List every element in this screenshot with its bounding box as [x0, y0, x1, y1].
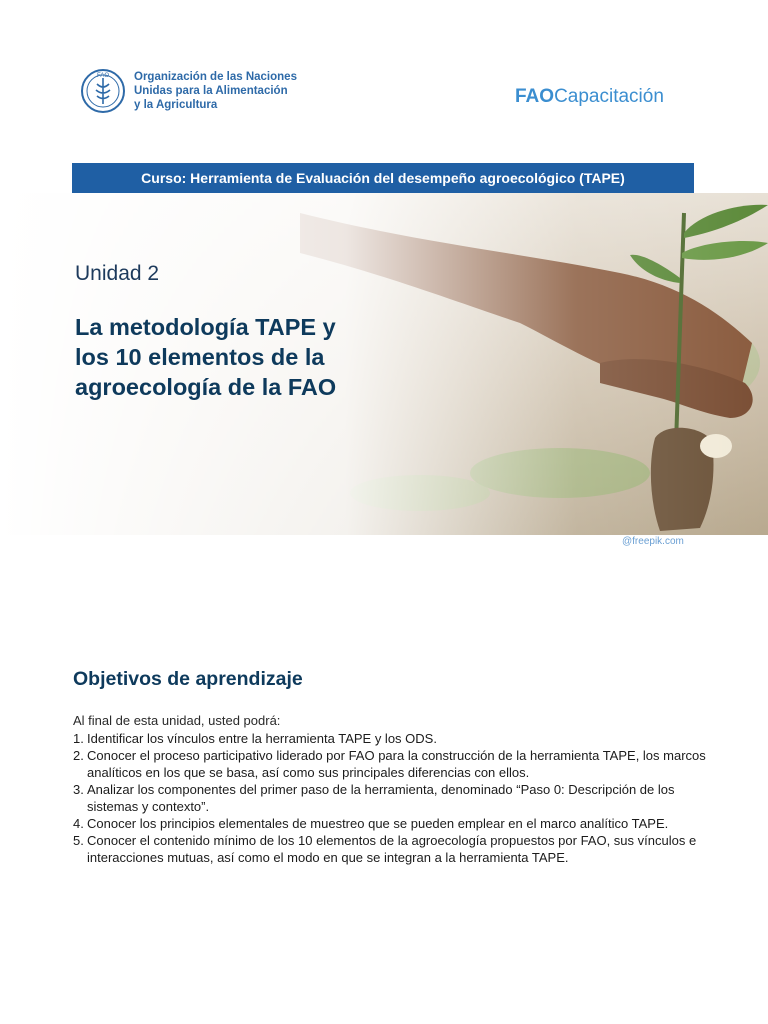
unit-title-line-3: agroecología de la FAO	[75, 374, 337, 400]
objectives-heading: Objetivos de aprendizaje	[73, 668, 303, 690]
objective-text: Conocer el proceso participativo liderado por FAO para la construcción de la herramienta TAPE, los marcos analíticos en los que se basa, así como sus principales diferencias con ellos.	[87, 748, 706, 780]
course-banner: Curso: Herramienta de Evaluación del desempeño agroecológico (TAPE)	[72, 163, 694, 193]
objective-text: Conocer el contenido mínimo de los 10 elementos de la agroecología propuestos por FAO, sus vínculos e interacciones mutuas, así como el modo en que se integran a la herramienta TAPE.	[87, 833, 697, 865]
organization-name	[134, 70, 334, 112]
objective-number: 3.	[73, 782, 84, 797]
objective-item	[73, 747, 713, 781]
unit-title-line-1: La metodología TAPE y	[75, 314, 336, 340]
objective-text: Analizar los componentes del primer paso de la herramienta, denominado “Paso 0: Descripción de los sistemas y contexto”.	[87, 782, 675, 814]
objective-number: 2.	[73, 748, 84, 763]
objectives-list	[73, 730, 713, 866]
unit-title	[75, 312, 415, 402]
fao-capacitacion-brand	[515, 86, 664, 108]
objectives-intro: Al final de esta unidad, usted podrá:	[73, 713, 281, 728]
unit-label: Unidad 2	[75, 262, 160, 285]
objective-number: 5.	[73, 833, 84, 848]
objective-item	[73, 730, 713, 747]
org-name-line-1: Organización de las Naciones	[134, 71, 297, 83]
org-name-line-2: Unidas para la Alimentación	[134, 85, 288, 97]
fao-emblem-icon	[80, 68, 126, 114]
photo-credit: @freepik.com	[622, 536, 684, 547]
objective-item	[73, 832, 713, 866]
brand-bold: FAO	[515, 86, 555, 107]
objective-number: 4.	[73, 816, 84, 831]
org-name-line-3: y la Agricultura	[134, 99, 218, 111]
objective-text: Identificar los vínculos entre la herramienta TAPE y los ODS.	[87, 731, 437, 746]
objective-item	[73, 781, 713, 815]
objective-item	[73, 815, 713, 832]
brand-regular: Capacitación	[554, 86, 664, 107]
svg-text:FAO: FAO	[96, 73, 110, 79]
objective-number: 1.	[73, 731, 84, 746]
unit-title-line-2: los 10 elementos de la	[75, 344, 325, 370]
objective-text: Conocer los principios elementales de muestreo que se pueden emplear en el marco analítico TAPE.	[87, 816, 669, 831]
